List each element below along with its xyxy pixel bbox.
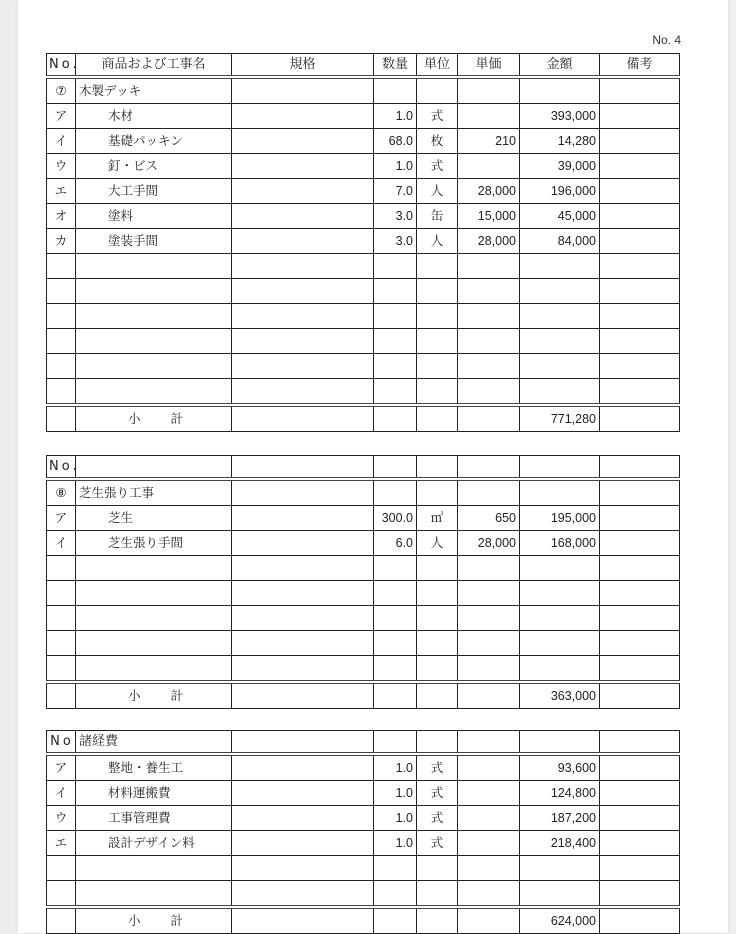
item-unit-price — [458, 754, 520, 781]
item-remarks — [600, 531, 680, 556]
subtotal-amount: 624,000 — [520, 907, 600, 934]
item-unit: 式 — [417, 806, 458, 831]
item-amount: 393,000 — [520, 104, 600, 129]
line-item-row — [47, 204, 680, 229]
line-item-row — [47, 129, 680, 154]
header-amount: 金額 — [520, 54, 600, 78]
group-no: ⑧ — [47, 479, 76, 506]
subtotal-amount: 363,000 — [520, 682, 600, 709]
empty-row — [47, 606, 680, 631]
item-spec — [232, 806, 374, 831]
item-unit-price: 28,000 — [458, 531, 520, 556]
header-label — [76, 456, 232, 480]
item-name: 芝生張り手間 — [76, 531, 232, 556]
table-header-row — [47, 54, 680, 78]
item-qty: 1.0 — [374, 781, 417, 806]
item-qty: 7.0 — [374, 179, 417, 204]
item-remarks — [600, 831, 680, 856]
header-no: No. — [47, 456, 76, 480]
item-spec — [232, 179, 374, 204]
empty-row — [47, 856, 680, 881]
header-unit: 単位 — [417, 54, 458, 78]
item-unit-price: 210 — [458, 129, 520, 154]
item-no: ウ — [47, 154, 76, 179]
subtotal-row — [47, 682, 680, 709]
item-remarks — [600, 104, 680, 129]
item-unit: ㎡ — [417, 506, 458, 531]
item-unit: 枚 — [417, 129, 458, 154]
item-name: 釘・ビス — [76, 154, 232, 179]
item-remarks — [600, 154, 680, 179]
empty-row — [47, 354, 680, 379]
header-unit-price: 単価 — [458, 54, 520, 78]
item-spec — [232, 204, 374, 229]
item-no: イ — [47, 531, 76, 556]
item-unit-price — [458, 806, 520, 831]
item-amount: 187,200 — [520, 806, 600, 831]
item-unit: 式 — [417, 104, 458, 129]
item-spec — [232, 781, 374, 806]
empty-row — [47, 581, 680, 606]
group-no: ⑦ — [47, 77, 76, 104]
group-name: 木製デッキ — [76, 77, 232, 104]
item-amount: 124,800 — [520, 781, 600, 806]
item-no: ア — [47, 104, 76, 129]
item-spec — [232, 104, 374, 129]
item-spec — [232, 154, 374, 179]
empty-row — [47, 379, 680, 406]
item-no: ア — [47, 506, 76, 531]
line-item-row — [47, 781, 680, 806]
group-name: 芝生張り工事 — [76, 479, 232, 506]
item-qty: 300.0 — [374, 506, 417, 531]
item-unit: 式 — [417, 831, 458, 856]
item-amount: 39,000 — [520, 154, 600, 179]
line-item-row — [47, 179, 680, 204]
empty-row — [47, 329, 680, 354]
item-unit: 缶 — [417, 204, 458, 229]
item-unit: 人 — [417, 179, 458, 204]
page-number: No. 4 — [652, 33, 681, 47]
item-unit: 人 — [417, 531, 458, 556]
item-remarks — [600, 129, 680, 154]
header-spec: 規格 — [232, 54, 374, 78]
item-amount: 14,280 — [520, 129, 600, 154]
item-spec — [232, 831, 374, 856]
item-unit-price: 28,000 — [458, 179, 520, 204]
item-unit-price — [458, 781, 520, 806]
empty-row — [47, 656, 680, 683]
item-unit-price: 15,000 — [458, 204, 520, 229]
item-name: 材料運搬費 — [76, 781, 232, 806]
item-remarks — [600, 204, 680, 229]
item-qty: 68.0 — [374, 129, 417, 154]
item-name: 基礎パッキン — [76, 129, 232, 154]
item-unit-price: 650 — [458, 506, 520, 531]
line-item-row — [47, 506, 680, 531]
line-item-row — [47, 831, 680, 856]
item-qty: 1.0 — [374, 831, 417, 856]
header-qty: 数量 — [374, 54, 417, 78]
item-no: イ — [47, 781, 76, 806]
line-item-row — [47, 104, 680, 129]
item-name: 工事管理費 — [76, 806, 232, 831]
line-item-row — [47, 754, 680, 781]
header-no: No. — [47, 54, 76, 78]
item-unit-price — [458, 154, 520, 179]
empty-row — [47, 304, 680, 329]
item-no: カ — [47, 229, 76, 254]
item-unit-price: 28,000 — [458, 229, 520, 254]
empty-row — [47, 254, 680, 279]
estimate-table-wooden-deck — [46, 53, 680, 432]
line-item-row — [47, 531, 680, 556]
item-qty: 3.0 — [374, 204, 417, 229]
item-spec — [232, 229, 374, 254]
group-row — [47, 77, 680, 104]
table-header-row — [47, 731, 680, 755]
item-name: 塗料 — [76, 204, 232, 229]
subtotal-amount: 771,280 — [520, 405, 600, 432]
item-name: 整地・養生工 — [76, 754, 232, 781]
item-amount: 196,000 — [520, 179, 600, 204]
item-spec — [232, 754, 374, 781]
item-unit-price — [458, 104, 520, 129]
item-qty: 1.0 — [374, 754, 417, 781]
item-amount: 195,000 — [520, 506, 600, 531]
item-no: ア — [47, 754, 76, 781]
item-unit: 人 — [417, 229, 458, 254]
item-amount: 218,400 — [520, 831, 600, 856]
subtotal-label: 小 計 — [76, 405, 232, 432]
item-remarks — [600, 781, 680, 806]
item-name: 大工手間 — [76, 179, 232, 204]
empty-row — [47, 279, 680, 304]
item-amount: 168,000 — [520, 531, 600, 556]
estimate-table-expenses — [46, 730, 680, 934]
item-no: オ — [47, 204, 76, 229]
item-remarks — [600, 754, 680, 781]
item-amount: 84,000 — [520, 229, 600, 254]
item-qty: 1.0 — [374, 104, 417, 129]
item-unit: 式 — [417, 781, 458, 806]
item-no: ウ — [47, 806, 76, 831]
item-unit: 式 — [417, 754, 458, 781]
item-amount: 45,000 — [520, 204, 600, 229]
item-name: 塗装手間 — [76, 229, 232, 254]
item-spec — [232, 506, 374, 531]
subtotal-row — [47, 405, 680, 432]
empty-row — [47, 881, 680, 908]
item-remarks — [600, 229, 680, 254]
empty-row — [47, 556, 680, 581]
line-item-row — [47, 154, 680, 179]
item-qty: 6.0 — [374, 531, 417, 556]
subtotal-row — [47, 907, 680, 934]
item-name: 芝生 — [76, 506, 232, 531]
item-amount: 93,600 — [520, 754, 600, 781]
subtotal-label: 小 計 — [76, 682, 232, 709]
item-no: エ — [47, 179, 76, 204]
line-item-row — [47, 229, 680, 254]
item-no: イ — [47, 129, 76, 154]
subtotal-label: 小 計 — [76, 907, 232, 934]
item-qty: 3.0 — [374, 229, 417, 254]
header-remarks: 備考 — [600, 54, 680, 78]
table-header-row — [47, 456, 680, 480]
item-unit: 式 — [417, 154, 458, 179]
estimate-table-lawn — [46, 455, 680, 709]
item-remarks — [600, 179, 680, 204]
item-remarks — [600, 506, 680, 531]
header-no: No — [47, 731, 76, 755]
item-remarks — [600, 806, 680, 831]
item-qty: 1.0 — [374, 806, 417, 831]
item-spec — [232, 129, 374, 154]
group-row — [47, 479, 680, 506]
item-no: エ — [47, 831, 76, 856]
header-label: 諸経費 — [76, 731, 232, 755]
header-name: 商品および工事名 — [76, 54, 232, 78]
item-name: 設計デザイン料 — [76, 831, 232, 856]
item-qty: 1.0 — [374, 154, 417, 179]
item-unit-price — [458, 831, 520, 856]
empty-row — [47, 631, 680, 656]
item-name: 木材 — [76, 104, 232, 129]
line-item-row — [47, 806, 680, 831]
item-spec — [232, 531, 374, 556]
